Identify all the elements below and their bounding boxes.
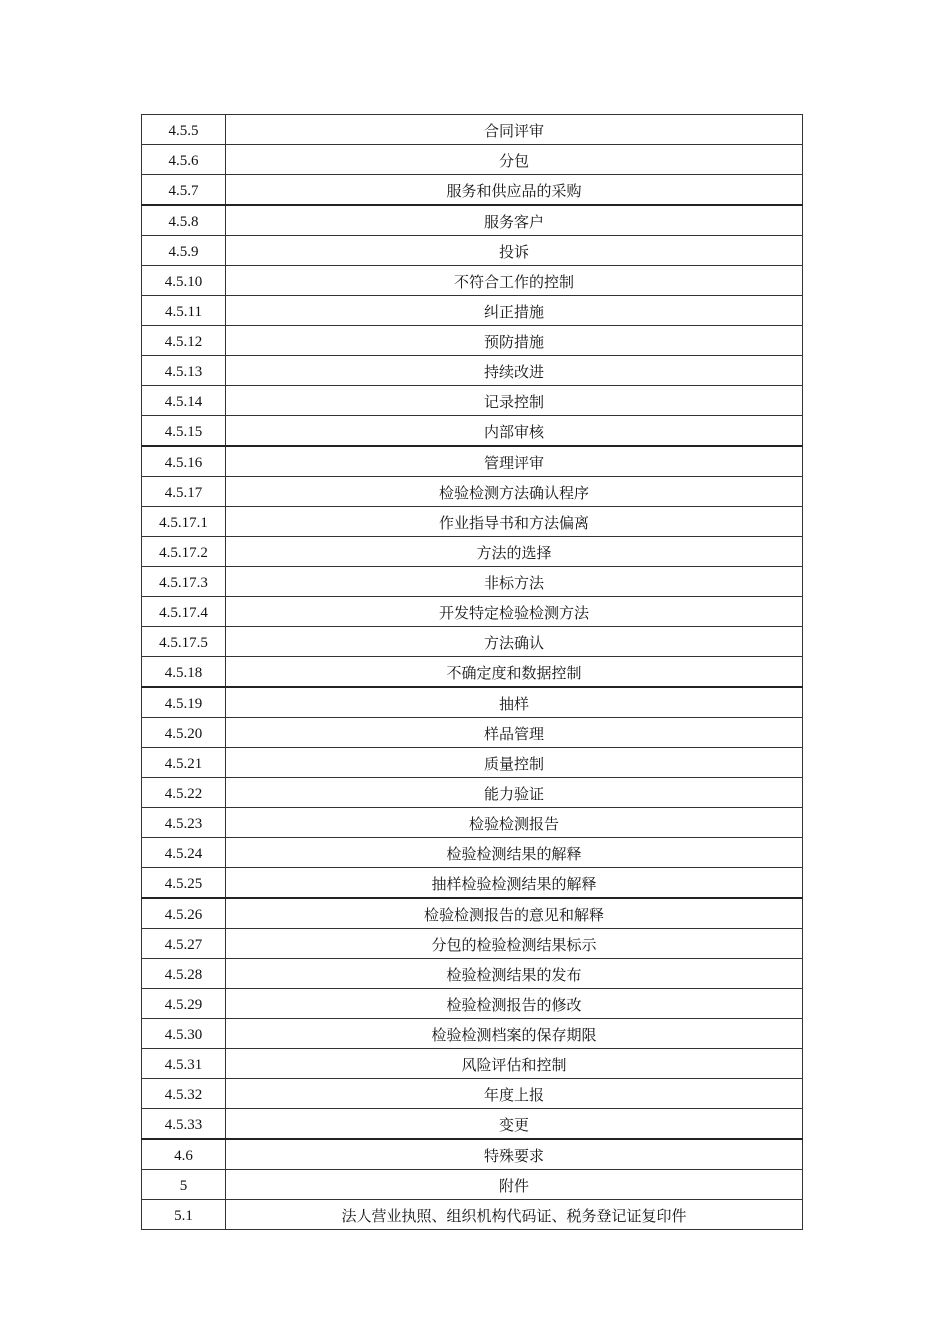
section-title: 不符合工作的控制 bbox=[226, 266, 803, 296]
table-row bbox=[142, 205, 803, 236]
table-row bbox=[142, 989, 803, 1019]
section-number: 4.5.17.1 bbox=[142, 507, 226, 537]
table-row bbox=[142, 959, 803, 989]
table-row bbox=[142, 1019, 803, 1049]
section-number: 4.5.5 bbox=[142, 115, 226, 145]
table-row bbox=[142, 1139, 803, 1170]
section-number: 4.6 bbox=[142, 1139, 226, 1170]
section-title: 服务客户 bbox=[226, 205, 803, 236]
section-number: 4.5.20 bbox=[142, 718, 226, 748]
section-number: 4.5.23 bbox=[142, 808, 226, 838]
section-title: 抽样 bbox=[226, 687, 803, 718]
section-title: 检验检测报告的修改 bbox=[226, 989, 803, 1019]
section-title: 持续改进 bbox=[226, 356, 803, 386]
table-row bbox=[142, 808, 803, 838]
table-row bbox=[142, 1079, 803, 1109]
section-title: 内部审核 bbox=[226, 416, 803, 447]
section-title: 开发特定检验检测方法 bbox=[226, 597, 803, 627]
section-title: 方法的选择 bbox=[226, 537, 803, 567]
table-row bbox=[142, 1109, 803, 1140]
table-row bbox=[142, 748, 803, 778]
table-row bbox=[142, 627, 803, 657]
section-title: 特殊要求 bbox=[226, 1139, 803, 1170]
section-title: 分包 bbox=[226, 145, 803, 175]
section-number: 4.5.6 bbox=[142, 145, 226, 175]
section-number: 5.1 bbox=[142, 1200, 226, 1230]
table-row bbox=[142, 838, 803, 868]
contents-table bbox=[141, 114, 803, 1230]
section-title: 投诉 bbox=[226, 236, 803, 266]
section-number: 4.5.13 bbox=[142, 356, 226, 386]
section-number: 4.5.18 bbox=[142, 657, 226, 688]
table-row bbox=[142, 657, 803, 688]
table-row bbox=[142, 567, 803, 597]
section-title: 年度上报 bbox=[226, 1079, 803, 1109]
section-number: 4.5.11 bbox=[142, 296, 226, 326]
section-number: 4.5.16 bbox=[142, 446, 226, 477]
section-title: 检验检测结果的发布 bbox=[226, 959, 803, 989]
section-title: 检验检测档案的保存期限 bbox=[226, 1019, 803, 1049]
section-number: 4.5.21 bbox=[142, 748, 226, 778]
table-row bbox=[142, 115, 803, 145]
section-title: 不确定度和数据控制 bbox=[226, 657, 803, 688]
section-number: 4.5.30 bbox=[142, 1019, 226, 1049]
section-title: 法人营业执照、组织机构代码证、税务登记证复印件 bbox=[226, 1200, 803, 1230]
section-number: 4.5.22 bbox=[142, 778, 226, 808]
section-title: 检验检测报告的意见和解释 bbox=[226, 898, 803, 929]
table-row bbox=[142, 477, 803, 507]
table-row bbox=[142, 175, 803, 206]
section-title: 样品管理 bbox=[226, 718, 803, 748]
section-title: 能力验证 bbox=[226, 778, 803, 808]
table-row bbox=[142, 929, 803, 959]
section-number: 4.5.17.4 bbox=[142, 597, 226, 627]
section-title: 变更 bbox=[226, 1109, 803, 1140]
section-number: 4.5.31 bbox=[142, 1049, 226, 1079]
section-number: 4.5.33 bbox=[142, 1109, 226, 1140]
table-row bbox=[142, 416, 803, 447]
section-number: 4.5.28 bbox=[142, 959, 226, 989]
table-row bbox=[142, 778, 803, 808]
table-row bbox=[142, 296, 803, 326]
section-title: 检验检测报告 bbox=[226, 808, 803, 838]
table-row bbox=[142, 386, 803, 416]
section-number: 4.5.17.5 bbox=[142, 627, 226, 657]
section-number: 4.5.24 bbox=[142, 838, 226, 868]
section-title: 合同评审 bbox=[226, 115, 803, 145]
section-number: 4.5.12 bbox=[142, 326, 226, 356]
section-title: 记录控制 bbox=[226, 386, 803, 416]
table-row bbox=[142, 868, 803, 899]
section-title: 质量控制 bbox=[226, 748, 803, 778]
section-title: 分包的检验检测结果标示 bbox=[226, 929, 803, 959]
table-row bbox=[142, 1200, 803, 1230]
section-title: 方法确认 bbox=[226, 627, 803, 657]
section-title: 预防措施 bbox=[226, 326, 803, 356]
section-number: 4.5.17.2 bbox=[142, 537, 226, 567]
section-number: 4.5.25 bbox=[142, 868, 226, 899]
table-row bbox=[142, 898, 803, 929]
table-row bbox=[142, 1049, 803, 1079]
section-title: 管理评审 bbox=[226, 446, 803, 477]
section-number: 4.5.17.3 bbox=[142, 567, 226, 597]
section-number: 4.5.32 bbox=[142, 1079, 226, 1109]
section-title: 服务和供应品的采购 bbox=[226, 175, 803, 206]
table-row bbox=[142, 145, 803, 175]
section-number: 4.5.14 bbox=[142, 386, 226, 416]
table-row bbox=[142, 687, 803, 718]
table-row bbox=[142, 326, 803, 356]
section-number: 4.5.7 bbox=[142, 175, 226, 206]
section-number: 4.5.29 bbox=[142, 989, 226, 1019]
section-number: 4.5.8 bbox=[142, 205, 226, 236]
section-title: 纠正措施 bbox=[226, 296, 803, 326]
table-row bbox=[142, 356, 803, 386]
contents-table-body bbox=[142, 115, 803, 1230]
table-row bbox=[142, 718, 803, 748]
section-title: 作业指导书和方法偏离 bbox=[226, 507, 803, 537]
section-number: 4.5.27 bbox=[142, 929, 226, 959]
section-title: 附件 bbox=[226, 1170, 803, 1200]
section-number: 4.5.9 bbox=[142, 236, 226, 266]
section-title: 检验检测方法确认程序 bbox=[226, 477, 803, 507]
section-number: 4.5.19 bbox=[142, 687, 226, 718]
table-row bbox=[142, 507, 803, 537]
table-row bbox=[142, 597, 803, 627]
section-number: 4.5.10 bbox=[142, 266, 226, 296]
section-title: 检验检测结果的解释 bbox=[226, 838, 803, 868]
section-number: 4.5.26 bbox=[142, 898, 226, 929]
section-title: 风险评估和控制 bbox=[226, 1049, 803, 1079]
table-row bbox=[142, 537, 803, 567]
section-number: 4.5.17 bbox=[142, 477, 226, 507]
section-number: 5 bbox=[142, 1170, 226, 1200]
section-number: 4.5.15 bbox=[142, 416, 226, 447]
section-title: 抽样检验检测结果的解释 bbox=[226, 868, 803, 899]
section-title: 非标方法 bbox=[226, 567, 803, 597]
table-row bbox=[142, 446, 803, 477]
table-row bbox=[142, 236, 803, 266]
table-row bbox=[142, 1170, 803, 1200]
table-row bbox=[142, 266, 803, 296]
